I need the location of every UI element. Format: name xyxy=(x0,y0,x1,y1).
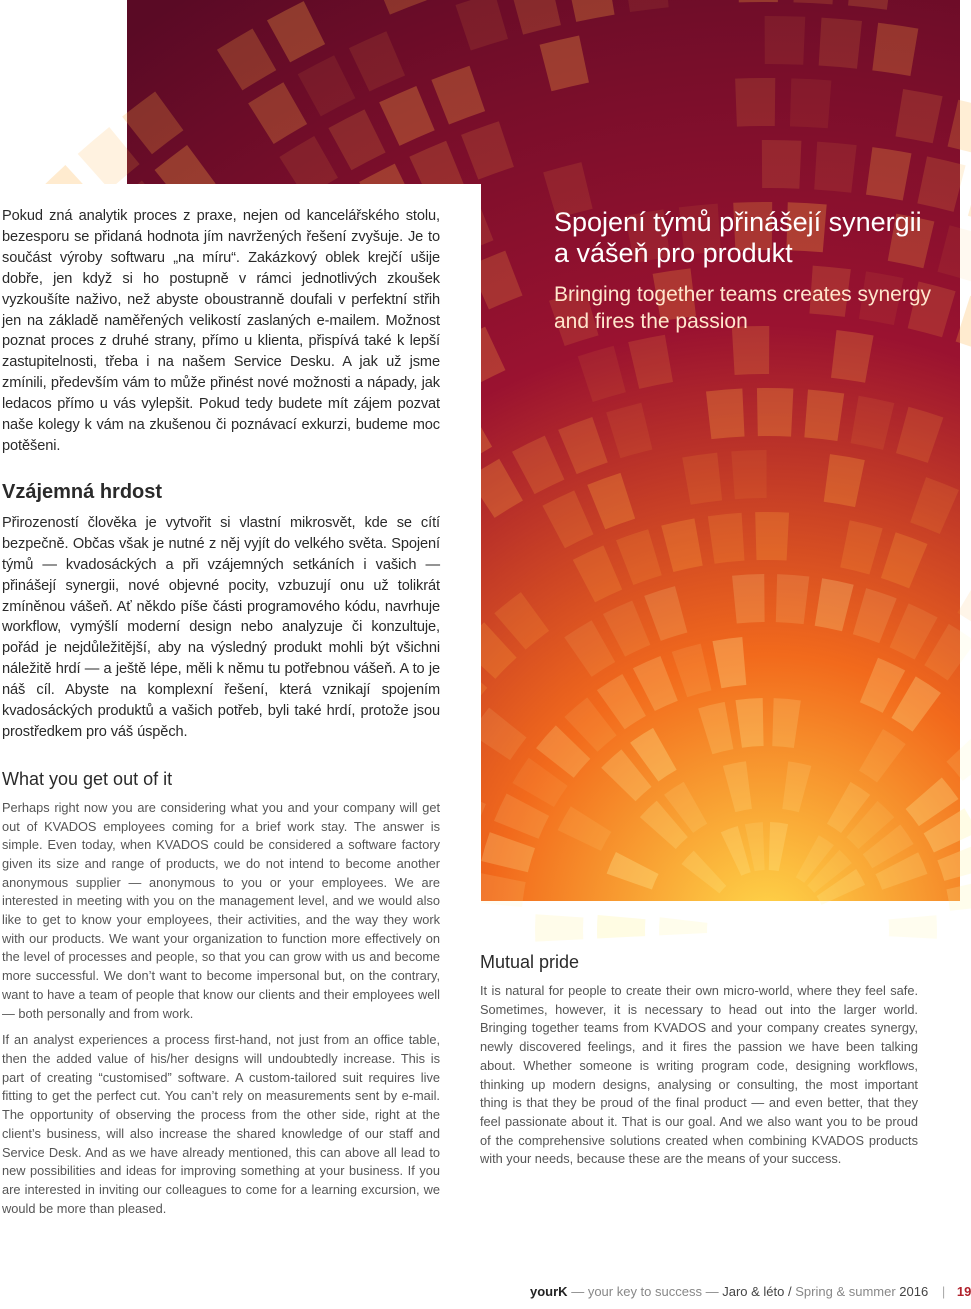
footer-season-czech: Jaro & léto xyxy=(722,1284,785,1299)
burst-tile xyxy=(732,574,765,623)
burst-tile xyxy=(762,140,802,189)
english-heading-what-you-get: What you get out of it xyxy=(2,768,173,789)
english-paragraph-analyst: If an analyst experiences a process first-hand, not just from an office table, then the added value of his/her designs will undoubtedly increase. This is part of creating “customised” software. A custom-tailored suit requires live fitting to get the perfect cut. You can’t rely on measurements sent by e-mail. The opportunity of observing the process from the other side, right at the client’s business, will also increase the shared knowledge of our staff and Service Desk. And as we have already mentioned, this can above all lead to new possibilities and ideas for improving something at your business. If you are interested in inviting our colleagues to come for a learning excursion, we would be more than pleased. xyxy=(2,1032,440,1216)
right-column xyxy=(480,952,918,1177)
page-number: 19 xyxy=(956,1284,971,1299)
czech-paragraph-pride: Přirozeností člověka je vytvořit si vlastní mikrosvět, kde se cítí bezpečně. Občas však je nutné z něj vyjít do velkého světa. Spojení týmů — kvadosáckých a při vzájemných setkáních i vašich — přinášejí synergii, nové objevné pocity, vzbuzují onu už tolikrát zmíněnou vášeň. Ať někdo píše části programového kódu, navrhuje workflow, vymýšlí moderní design nebo analyzuje či konzultuje, pořád je nejdůležitější, aby na výsledný produkt mohli být všichni náležitě hrdí — a ještě lépe, měli k němu tu potřebnou vášeň. A to je náš cíl. Abyste na komplexní řešení, která vznikají spojením kvadosáckých produktů a vašich potřeb, byli také hrdí, protože jsou prostředkem pro váš úspěch. xyxy=(2,514,440,740)
footer-tagline: your key to success xyxy=(587,1284,702,1299)
czech-paragraph-intro: Pokud zná analytik proces z praxe, nejen od kancelářského stolu, bezesporu se přidaná hodnota jím navržených řešení zvyšuje. Je to součást výroby softwaru „na míru“. Zakázkový oblek krejčí ušije dobře, jen když si ho postupně v rámci jednotlivých zkoušek vyzkoušíte naživo, než abyste oboustranně doufali v perfektní střih jen na základě naměřených velikostí zaslaných e-mailem. Možnost poznat proces z druhé strany, přímo u klienta, přispívá také k lepší zastupitelnosti, třeba i na našem Service Desku. A jak už jsme zmínili, především vám to může přinést nové možnosti a nápady, jak ledacos přímo u vás vylepšit. Pokud tedy budete mít zájem pozvat naše kolegy k vám na zkušenou či poznávací exkurzi, budeme moc potěšeni. xyxy=(2,208,440,454)
footer-separator: | xyxy=(941,1284,946,1299)
footer-year: 2016 xyxy=(899,1284,929,1299)
english-paragraph-mutual-pride: It is natural for people to create their own micro-world, where they feel safe. Sometimes, however, it is necessary to head out into the larger world. Bringing together teams from KVADOS and your company creates synergy, newly discovered feelings, and it fires the passion we have been talking about. Whether someone is writing program code, designing workflows, thinking up modern designs, analysing or consulting, the most important thing is that they be proud of the final product — and even better, that they feel passionate about it. That is our goal. And we also want you to be proud of the comprehensive solutions created when combining KVADOS products with your needs, because these are the means of your success. xyxy=(480,983,918,1167)
czech-heading-mutual-pride: Vzájemná hrdost xyxy=(2,480,163,503)
feature-title-czech: Spojení týmů přinášejí synergii a vášeň pro produkt xyxy=(554,207,922,268)
burst-tile xyxy=(735,78,775,127)
burst-tile xyxy=(765,16,806,65)
burst-tile xyxy=(819,18,862,69)
feature-title-english: Bringing together teams creates synergy and fires the passion xyxy=(554,283,932,333)
burst-tile xyxy=(597,915,645,939)
burst-tile xyxy=(814,142,856,193)
footer-slash: / xyxy=(788,1284,792,1299)
burst-tile xyxy=(757,388,793,437)
burst-tile xyxy=(535,914,583,941)
burst-tile xyxy=(804,390,844,441)
burst-tile xyxy=(659,917,707,935)
footer-brand: yourK xyxy=(530,1284,568,1299)
burst-tile xyxy=(755,512,789,561)
burst-tile xyxy=(872,23,918,76)
footer-dash: — xyxy=(705,1284,719,1299)
burst-tile xyxy=(776,574,810,624)
english-heading-mutual-pride: Mutual pride xyxy=(480,952,580,972)
burst-tile xyxy=(889,915,937,939)
footer-season-english: Spring & summer xyxy=(795,1284,896,1299)
burst-tile xyxy=(706,389,745,440)
left-column xyxy=(2,206,440,1226)
english-paragraph-what-you-get: Perhaps right now you are considering what you and your company will get out of KVADOS employees coming for a brief work stay. The answer is simple. Even today, when KVADOS could be considered a software factory given its size and range of products, we do not intend to become another anonymous supplier — anonymous to you or your employees. We are interested in meeting with you on the management level, and we would also like to get to know your employees, their activities, and the way they work with our products. We want your organization to function more effectively on the level of processes and people, so that you can grow with us and become more successful. We don’t want to become impersonal but, on the contrary, want to have a team of people that know our clients and their employees well — both personally and from work. xyxy=(2,799,440,1021)
feature-headline xyxy=(554,207,944,335)
burst-tile xyxy=(790,78,831,128)
footer-dash: — xyxy=(571,1284,585,1299)
page-footer xyxy=(530,1284,971,1299)
burst-tile xyxy=(731,450,766,499)
